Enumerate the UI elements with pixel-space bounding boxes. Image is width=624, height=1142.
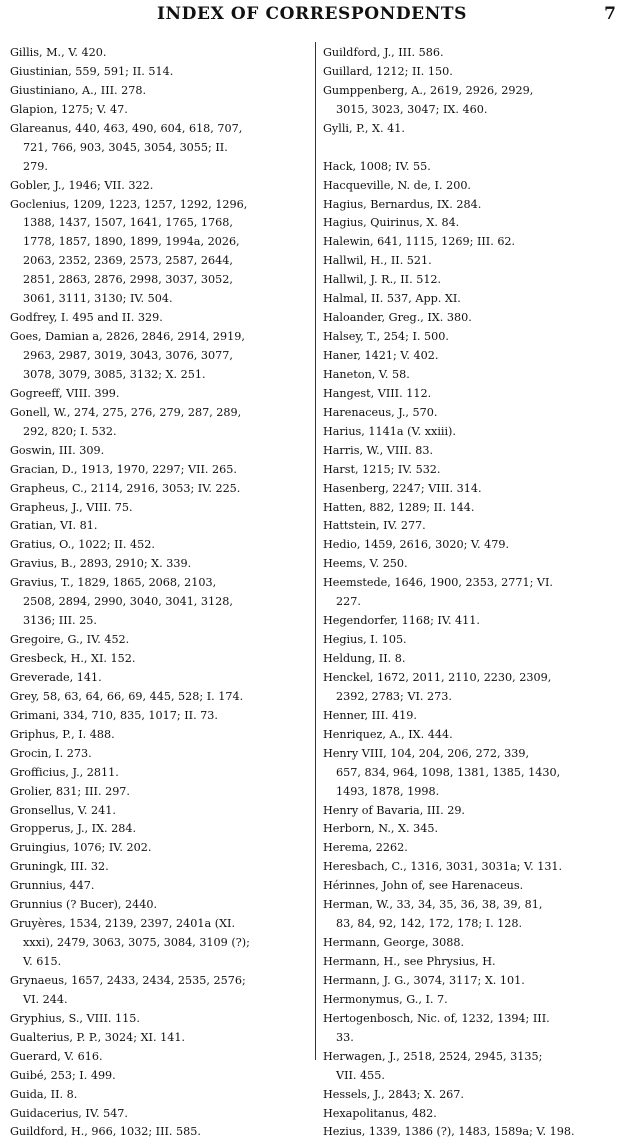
index-entry [10, 972, 308, 1010]
entry-line: Heems, V. 250. [323, 557, 408, 571]
index-entry [323, 44, 617, 63]
index-entry [10, 669, 308, 688]
entry-line: Gillis, M., V. 420. [10, 46, 107, 59]
index-entry [10, 101, 308, 120]
entry-line: Grunnius (? Bucer), 2440. [10, 898, 158, 912]
index-entry [323, 404, 617, 423]
entry-line: Hessels, J., 2843; X. 267. [323, 1087, 464, 1101]
entry-line: Gravius, T., 1829, 1865, 2068, 2103, [10, 576, 217, 590]
index-entry [323, 214, 617, 233]
entry-line: Gratius, O., 1022; II. 452. [10, 538, 155, 552]
index-entry [10, 442, 308, 461]
entry-line: Gonell, W., 274, 275, 276, 279, 287, 289, [10, 405, 242, 419]
page-number: 7 [604, 4, 616, 24]
index-entry [323, 347, 617, 366]
index-entry [323, 631, 617, 650]
index-entry [10, 555, 308, 574]
entry-line: Grofficius, J., 2811. [10, 765, 119, 779]
index-entry [323, 120, 617, 139]
index-entry [10, 783, 308, 802]
entry-line: Gravius, B., 2893, 2910; X. 339. [10, 557, 192, 571]
entry-line: Grocin, I. 273. [10, 746, 92, 760]
index-entry [323, 328, 617, 347]
index-entry [323, 1105, 617, 1124]
entry-continuation-line: 3078, 3079, 3085, 3132; X. 251. [23, 367, 206, 381]
entry-line: Guibé, 253; I. 499. [10, 1068, 116, 1082]
entry-line: Giustinian, 559, 591; II. 514. [10, 64, 174, 78]
index-entry [323, 1123, 617, 1142]
index-entry [10, 1086, 308, 1105]
entry-line: Henry of Bavaria, III. 29. [323, 803, 465, 817]
entry-continuation-line: 2063, 2352, 2369, 2573, 2587, 2644, [23, 254, 233, 268]
entry-continuation-line: 2392, 2783; VI. 273. [336, 689, 452, 703]
entry-line: Gualterius, P. P., 3024; XI. 141. [10, 1030, 185, 1044]
entry-line: Hangest, VIII. 112. [323, 386, 432, 400]
entry-line [323, 139, 617, 158]
index-entry [10, 1029, 308, 1048]
entry-line: Hegius, I. 105. [323, 633, 407, 647]
index-entry [323, 366, 617, 385]
entry-continuation-line: 1778, 1857, 1890, 1899, 1994a, 2026, [23, 235, 240, 249]
index-entry [323, 442, 617, 461]
index-entry [10, 707, 308, 726]
index-entry [323, 934, 617, 953]
entry-line: Glapion, 1275; V. 47. [10, 102, 128, 116]
entry-line: Greverade, 141. [10, 670, 102, 684]
entry-continuation-line: VII. 455. [336, 1068, 385, 1082]
left-column [10, 44, 308, 1142]
index-entry [10, 745, 308, 764]
entry-line: Harenaceus, J., 570. [323, 405, 438, 419]
index-entry [10, 1048, 308, 1067]
entry-line: Gryphius, S., VIII. 115. [10, 1011, 140, 1025]
index-entry [323, 177, 617, 196]
index-entry [323, 252, 617, 271]
entry-line: Herema, 2262. [323, 841, 408, 855]
entry-line: Gruingius, 1076; IV. 202. [10, 841, 152, 855]
index-entry [10, 877, 308, 896]
index-entry [10, 820, 308, 839]
entry-line: Gronsellus, V. 241. [10, 803, 116, 817]
entry-line: Grynaeus, 1657, 2433, 2434, 2535, 2576; [10, 973, 246, 987]
entry-line: Gobler, J., 1946; VII. 322. [10, 178, 154, 192]
entry-line: Herborn, N., X. 345. [323, 822, 439, 836]
index-entry [10, 404, 308, 442]
index-entry [323, 669, 617, 707]
index-entry [323, 139, 617, 158]
page-title: INDEX OF CORRESPONDENTS [156, 4, 468, 24]
index-entry [323, 461, 617, 480]
entry-line: Guerard, V. 616. [10, 1049, 103, 1063]
index-entry [10, 44, 308, 63]
entry-line: Hegendorfer, 1168; IV. 411. [323, 614, 480, 628]
entry-line: Haloander, Greg., IX. 380. [323, 311, 472, 325]
entry-line: Gratian, VI. 81. [10, 519, 98, 533]
entry-line: Guillard, 1212; II. 150. [323, 64, 453, 78]
index-entry [323, 896, 617, 934]
entry-line: Glareanus, 440, 463, 490, 604, 618, 707, [10, 121, 243, 135]
entry-line: Guildford, H., 966, 1032; III. 585. [10, 1125, 201, 1139]
entry-continuation-line: 3015, 3023, 3047; IX. 460. [336, 102, 488, 116]
entry-line: Gracian, D., 1913, 1970, 2297; VII. 265. [10, 462, 237, 476]
index-entry [10, 461, 308, 480]
index-entry [10, 896, 308, 915]
index-entry [323, 574, 617, 612]
entry-line: Grapheus, J., VIII. 75. [10, 500, 133, 514]
entry-line: Hack, 1008; IV. 55. [323, 159, 431, 173]
index-entry [323, 707, 617, 726]
entry-continuation-line: 2963, 2987, 3019, 3043, 3076, 3077, [23, 349, 233, 362]
entry-line: Gresbeck, H., XI. 152. [10, 652, 136, 665]
entry-line: Hasenberg, 2247; VIII. 314. [323, 481, 482, 495]
index-entry [323, 953, 617, 972]
entry-line: Haneton, V. 58. [323, 367, 410, 381]
entry-line: Heemstede, 1646, 1900, 2353, 2771; VI. [323, 576, 553, 590]
entry-line: Heldung, II. 8. [323, 652, 406, 665]
right-column [323, 44, 617, 1142]
entry-line: Grapheus, C., 2114, 2916, 3053; IV. 225. [10, 481, 241, 495]
entry-line: Hermann, J. G., 3074, 3117; X. 101. [323, 973, 525, 987]
entry-continuation-line: 3061, 3111, 3130; IV. 504. [23, 292, 173, 306]
entry-line: Harst, 1215; IV. 532. [323, 462, 441, 476]
entry-continuation-line: 3136; III. 25. [23, 614, 97, 628]
entry-line: Herman, W., 33, 34, 35, 36, 38, 39, 81, [323, 898, 543, 912]
index-entry [323, 196, 617, 215]
entry-line: Halsey, T., 254; I. 500. [323, 330, 449, 344]
entry-line: Gropperus, J., IX. 284. [10, 822, 137, 836]
index-entry [10, 688, 308, 707]
index-entry [10, 1010, 308, 1029]
index-entry [323, 877, 617, 896]
entry-continuation-line: VI. 244. [23, 992, 68, 1006]
entry-line: Hexapolitanus, 482. [323, 1106, 437, 1120]
entry-line: Hattstein, IV. 277. [323, 519, 426, 533]
index-entry [323, 802, 617, 821]
index-entry [323, 290, 617, 309]
entry-line: Hedio, 1459, 2616, 3020; V. 479. [323, 538, 510, 552]
index-entry [323, 309, 617, 328]
entry-line: Gruningk, III. 32. [10, 860, 109, 874]
entry-line: Hagius, Bernardus, IX. 284. [323, 197, 482, 211]
index-entry [10, 631, 308, 650]
page-header [0, 4, 624, 26]
index-entry [10, 499, 308, 518]
entry-line: Grey, 58, 63, 64, 66, 69, 445, 528; I. 174. [10, 689, 244, 703]
entry-continuation-line: xxxi), 2479, 3063, 3075, 3084, 3109 (?); [23, 936, 250, 950]
entry-line: Halmal, II. 537, App. XI. [323, 292, 461, 306]
index-entry [323, 499, 617, 518]
index-entry [10, 385, 308, 404]
entry-line: Henner, III. 419. [323, 708, 417, 722]
index-entry [10, 915, 308, 972]
entry-line: Hezius, 1339, 1386 (?), 1483, 1589a; V. 198. [323, 1125, 575, 1139]
entry-line: Giustiniano, A., III. 278. [10, 83, 147, 97]
index-entry [10, 309, 308, 328]
index-entry [10, 1067, 308, 1086]
index-entry [10, 839, 308, 858]
index-entry [10, 177, 308, 196]
entry-line: Hermonymus, G., I. 7. [323, 992, 448, 1006]
entry-line: Halewin, 641, 1115, 1269; III. 62. [323, 235, 516, 249]
index-entry [323, 745, 617, 802]
index-entry [10, 536, 308, 555]
index-entry [10, 120, 308, 177]
index-entry [10, 726, 308, 745]
index-entry [323, 820, 617, 839]
entry-line: Gogreeff, VIII. 399. [10, 386, 120, 400]
index-entry [323, 233, 617, 252]
index-entry [323, 517, 617, 536]
index-entry [323, 839, 617, 858]
index-entry [10, 1123, 308, 1142]
index-entry [10, 63, 308, 82]
index-entry [10, 82, 308, 101]
index-entry [323, 536, 617, 555]
entry-line: Hertogenbosch, Nic. of, 1232, 1394; III. [323, 1011, 550, 1025]
index-entry [323, 82, 617, 120]
entry-line: Gumppenberg, A., 2619, 2926, 2929, [323, 83, 534, 97]
index-entry [10, 764, 308, 783]
entry-line: Griphus, P., I. 488. [10, 727, 115, 741]
entry-line: Hatten, 882, 1289; II. 144. [323, 500, 475, 514]
index-entry [323, 650, 617, 669]
entry-line: Hallwil, H., II. 521. [323, 254, 432, 268]
index-entry [323, 555, 617, 574]
entry-line: Grunnius, 447. [10, 879, 95, 893]
index-entry [10, 196, 308, 310]
index-entry [323, 991, 617, 1010]
entry-continuation-line: V. 615. [23, 955, 62, 968]
entry-line: Haner, 1421; V. 402. [323, 349, 439, 362]
index-entry [323, 1010, 617, 1048]
entry-line: Henckel, 1672, 2011, 2110, 2230, 2309, [323, 670, 552, 684]
entry-continuation-line: 657, 834, 964, 1098, 1381, 1385, 1430, [336, 765, 561, 779]
entry-line: Hacqueville, N. de, I. 200. [323, 178, 471, 192]
entry-line: Goes, Damian a, 2826, 2846, 2914, 2919, [10, 330, 245, 344]
index-entry [323, 1086, 617, 1105]
entry-line: Henriquez, A., IX. 444. [323, 727, 453, 741]
index-entry [323, 271, 617, 290]
entry-continuation-line: 2508, 2894, 2990, 3040, 3041, 3128, [23, 595, 233, 609]
entry-line: Gregoire, G., IV. 452. [10, 633, 130, 647]
entry-continuation-line: 2851, 2863, 2876, 2998, 3037, 3052, [23, 273, 233, 287]
entry-line: Guildford, J., III. 586. [323, 46, 444, 59]
index-entry [323, 480, 617, 499]
entry-line: Hérinnes, John of, see Harenaceus. [323, 879, 524, 893]
entry-line: Gylli, P., X. 41. [323, 121, 405, 135]
entry-line: Goclenius, 1209, 1223, 1257, 1292, 1296, [10, 197, 248, 211]
index-entry [323, 158, 617, 177]
index-entry [10, 650, 308, 669]
entry-line: Harris, W., VIII. 83. [323, 443, 434, 457]
entry-continuation-line: 292, 820; I. 532. [23, 424, 117, 438]
entry-continuation-line: 33. [336, 1030, 354, 1044]
entry-line: Godfrey, I. 495 and II. 329. [10, 311, 163, 325]
entry-line: Hermann, George, 3088. [323, 936, 465, 950]
entry-continuation-line: 279. [23, 159, 48, 173]
index-entry [323, 972, 617, 991]
entry-continuation-line: 83, 84, 92, 142, 172, 178; I. 128. [336, 917, 523, 931]
entry-line: Hagius, Quirinus, X. 84. [323, 216, 460, 230]
entry-line: Hermann, H., see Phrysius, H. [323, 955, 496, 968]
index-entry [10, 480, 308, 499]
entry-line: Heresbach, C., 1316, 3031, 3031a; V. 131. [323, 860, 563, 874]
index-entry [323, 385, 617, 404]
entry-line: Gruyères, 1534, 2139, 2397, 2401a (XI. [10, 917, 236, 931]
index-entry [10, 1105, 308, 1124]
index-entry [323, 1048, 617, 1086]
entry-line: Guidacerius, IV. 547. [10, 1106, 128, 1120]
index-entry [323, 612, 617, 631]
index-entry [10, 517, 308, 536]
entry-continuation-line: 227. [336, 595, 361, 609]
index-entry [10, 328, 308, 385]
entry-line: Grimani, 334, 710, 835, 1017; II. 73. [10, 708, 218, 722]
entry-line: Guida, II. 8. [10, 1087, 78, 1101]
entry-line: Grolier, 831; III. 297. [10, 784, 130, 798]
entry-line: Harius, 1141a (V. xxiii). [323, 424, 456, 438]
entry-continuation-line: 1388, 1437, 1507, 1641, 1765, 1768, [23, 216, 233, 230]
column-divider [315, 42, 316, 1060]
index-entry [323, 858, 617, 877]
index-entry [10, 574, 308, 631]
index-entry [10, 858, 308, 877]
index-entry [323, 726, 617, 745]
entry-continuation-line: 1493, 1878, 1998. [336, 784, 440, 798]
entry-line: Henry VIII, 104, 204, 206, 272, 339, [323, 746, 530, 760]
index-entry [10, 802, 308, 821]
entry-continuation-line: 721, 766, 903, 3045, 3054, 3055; II. [23, 140, 228, 154]
index-entry [323, 63, 617, 82]
entry-line: Goswin, III. 309. [10, 443, 105, 457]
index-entry [323, 423, 617, 442]
entry-line: Hallwil, J. R., II. 512. [323, 273, 442, 287]
entry-line: Herwagen, J., 2518, 2524, 2945, 3135; [323, 1049, 543, 1063]
